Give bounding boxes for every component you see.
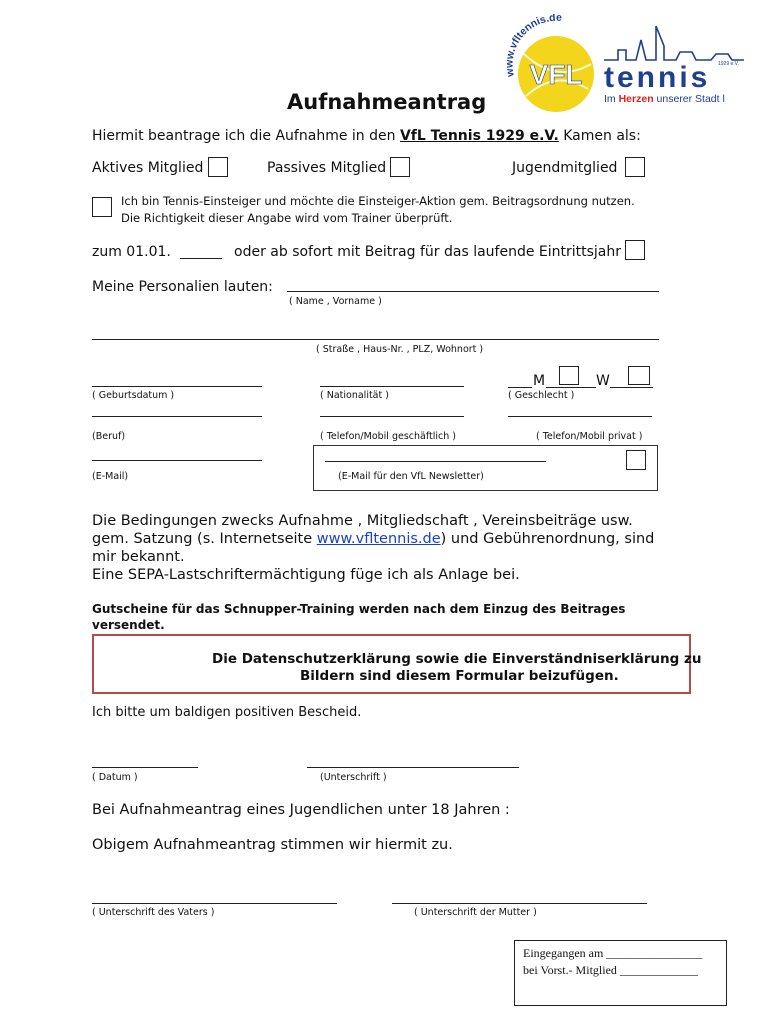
beginner-line1: Ich bin Tennis-Einsteiger und möchte die Einsteiger-Aktion gem. Beitragsordnung nutzen. [121, 194, 635, 208]
start-date-field[interactable] [180, 258, 222, 259]
logo-seit: 1929 e.V. [718, 61, 739, 67]
logo-slogan: Im Herzen unserer Stadt l [604, 93, 725, 105]
voucher-line2: versendet. [92, 618, 165, 632]
minor-line1: Bei Aufnahmeantrag eines Jugendlichen unter 18 Jahren : [92, 802, 510, 818]
intro-text [92, 128, 641, 144]
minor-line2: Obigem Aufnahmeantrag stimmen wir hiermit zu. [92, 837, 453, 853]
birthdate-label: ( Geburtsdatum ) [92, 390, 175, 401]
club-logo [496, 14, 746, 114]
checkbox-newsletter[interactable] [626, 450, 646, 470]
conditions-text [92, 512, 654, 584]
job-field[interactable] [92, 416, 262, 417]
gender-m-label: M [533, 373, 546, 389]
father-signature-label: ( Unterschrift des Vaters ) [92, 907, 215, 918]
conditions-line2: gem. Satzung (s. Internetseite www.vfltennis.de) und Gebührenordnung, sind [92, 531, 655, 547]
checkbox-passive-member[interactable] [390, 157, 410, 177]
mother-signature-label: ( Unterschrift der Mutter ) [414, 907, 537, 918]
gender-w-label: W [596, 373, 610, 389]
conditions-line1: Die Bedingungen zwecks Aufnahme , Mitgliedschaft , Vereinsbeiträge usw. [92, 513, 633, 529]
checkbox-beginner[interactable] [92, 197, 112, 217]
newsletter-email-label: (E-Mail für den VfL Newsletter) [338, 471, 484, 482]
email-label: (E-Mail) [92, 471, 129, 482]
phone-private-field[interactable] [508, 416, 652, 417]
signature-label: (Unterschrift ) [320, 772, 387, 783]
office-board: bei Vorst.- Mitglied _____________ [523, 963, 698, 977]
name-label: ( Name , Vorname ) [289, 296, 382, 307]
checkbox-start-immediately[interactable] [625, 240, 645, 260]
address-label: ( Straße , Haus-Nr. , PLZ, Wohnort ) [316, 344, 484, 355]
email-field[interactable] [92, 460, 262, 461]
nationality-field[interactable] [320, 386, 464, 387]
request-text: Ich bitte um baldigen positiven Bescheid. [92, 705, 362, 720]
logo-graphic [496, 14, 746, 114]
office-received: Eingegangen am ________________ [523, 946, 703, 960]
logo-vfl: VFL [529, 59, 583, 90]
start-date-label: zum 01.01. [92, 244, 171, 260]
intro-post: Kamen als: [558, 128, 641, 144]
checkbox-youth-member[interactable] [625, 157, 645, 177]
nationality-label: ( Nationalität ) [320, 390, 389, 401]
father-signature-field[interactable] [92, 903, 337, 904]
mother-signature-field[interactable] [392, 903, 647, 904]
label-active-member: Aktives Mitglied [92, 160, 204, 176]
office-box [514, 940, 727, 1006]
gender-line-3 [610, 387, 653, 388]
privacy-line1: Die Datenschutzerklärung sowie die Einverständniserklärung zu [212, 651, 702, 667]
checkbox-active-member[interactable] [208, 157, 228, 177]
website-link[interactable]: www.vfltennis.de [316, 531, 441, 547]
job-label: (Beruf) [92, 431, 126, 442]
signature-field[interactable] [307, 767, 519, 768]
conditions-line4: Eine SEPA-Lastschriftermächtigung füge ich als Anlage bei. [92, 567, 520, 583]
checkbox-gender-m[interactable] [559, 366, 579, 385]
gender-line-2 [546, 387, 596, 388]
date-field[interactable] [92, 767, 198, 768]
phone-work-label: ( Telefon/Mobil geschäftlich ) [320, 431, 457, 442]
checkbox-gender-w[interactable] [628, 366, 650, 385]
beginner-line2: Die Richtigkeit dieser Angabe wird vom Trainer überprüft. [121, 211, 453, 225]
birthdate-field[interactable] [92, 386, 262, 387]
intro-pre: Hiermit beantrage ich die Aufnahme in den [92, 128, 400, 144]
voucher-line1: Gutscheine für das Schnupper-Training werden nach dem Einzug des Beitrages [92, 602, 626, 616]
phone-private-label: ( Telefon/Mobil privat ) [536, 431, 643, 442]
club-name: VfL Tennis 1929 e.V. [399, 128, 559, 144]
label-passive-member: Passives Mitglied [267, 160, 387, 176]
logo-tennis: tennis [604, 61, 711, 94]
logo-url: www.vfltennis.de [503, 14, 563, 78]
gender-line-1 [508, 387, 532, 388]
phone-work-field[interactable] [320, 416, 464, 417]
voucher-text [92, 601, 625, 633]
privacy-line2: Bildern sind diesem Formular beizufügen. [300, 668, 619, 684]
personal-heading: Meine Personalien lauten: [92, 279, 273, 295]
newsletter-email-field[interactable] [325, 461, 546, 462]
conditions-line3: mir bekannt. [92, 549, 185, 565]
date-label: ( Datum ) [92, 772, 138, 783]
start-immediately-label: oder ab sofort mit Beitrag für das laufende Eintrittsjahr [234, 244, 622, 260]
name-field[interactable] [287, 291, 659, 292]
gender-label: ( Geschlecht ) [508, 390, 575, 401]
page-title: Aufnahmeantrag [287, 90, 487, 114]
label-youth-member: Jugendmitglied [512, 160, 618, 176]
newsletter-box [313, 445, 658, 491]
address-field[interactable] [92, 339, 659, 340]
